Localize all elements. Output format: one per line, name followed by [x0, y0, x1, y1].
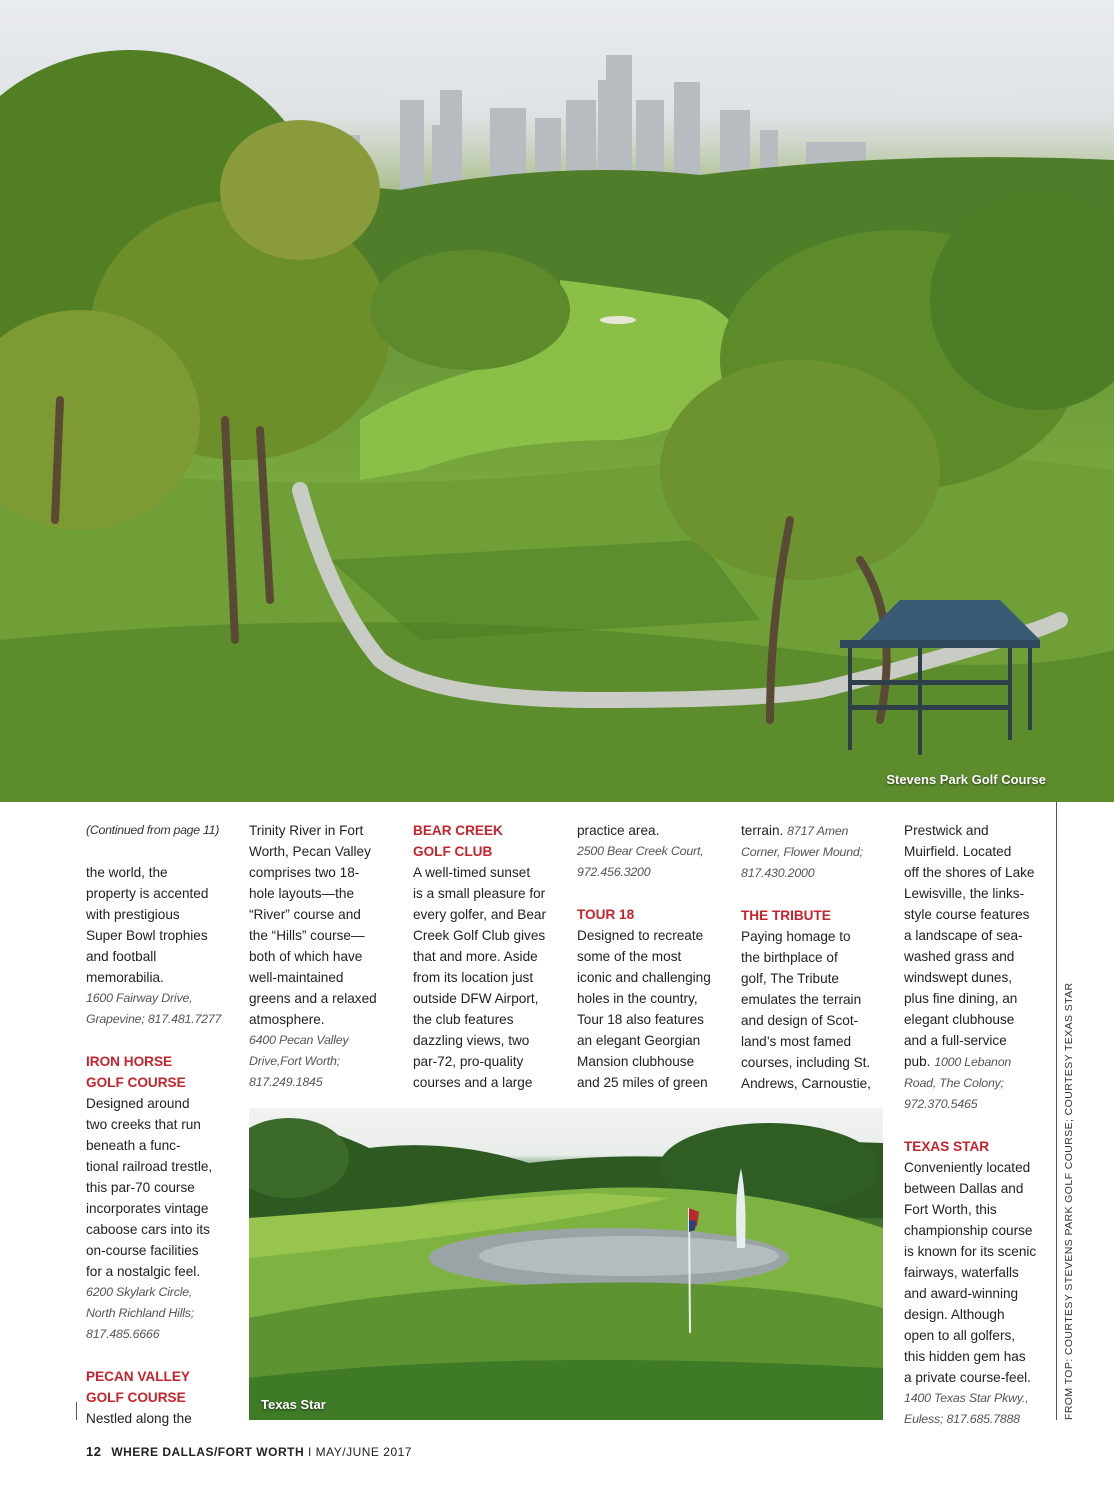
body-line: Muirfield. Located — [904, 844, 1012, 859]
body-line: Mansion clubhouse — [577, 1054, 695, 1069]
body-line: Nestled along the — [86, 1411, 192, 1426]
body-line: the world, the — [86, 865, 168, 880]
body-line: land’s most famed — [741, 1034, 852, 1049]
body-line: elegant clubhouse — [904, 1012, 1015, 1027]
body-line: Creek Golf Club gives — [413, 928, 546, 943]
address-line: 6400 Pecan Valley — [249, 1033, 349, 1047]
section-heading-pecan-valley: GOLF COURSE — [86, 1390, 186, 1405]
texas-star-photo-caption: Texas Star — [261, 1397, 326, 1412]
body-line: Designed around — [86, 1096, 190, 1111]
body-line: both of which have — [249, 949, 363, 964]
address-line: Euless; 817.685.7888 — [904, 1412, 1020, 1426]
section-heading-bear-creek: GOLF CLUB — [413, 844, 493, 859]
body-line: par-72, pro-quality — [413, 1054, 524, 1069]
body-line: beneath a func- — [86, 1138, 181, 1153]
body-line: a landscape of sea- — [904, 928, 1023, 943]
body-line: and 25 miles of green — [577, 1075, 708, 1090]
address-line: 2500 Bear Creek Court, — [577, 844, 704, 858]
address-line: 1400 Texas Star Pkwy., — [904, 1391, 1029, 1405]
body-line: between Dallas and — [904, 1181, 1024, 1196]
body-line: comprises two 18- — [249, 865, 360, 880]
text-column-1 — [86, 820, 236, 1429]
publication-name: WHERE DALLAS/FORT WORTH — [111, 1445, 305, 1459]
issue-date: MAY/JUNE 2017 — [315, 1445, 412, 1459]
address-line: Road, The Colony; — [904, 1076, 1004, 1090]
address-line: Corner, Flower Mound; — [741, 845, 863, 859]
body-line: tional railroad trestle, — [86, 1159, 213, 1174]
body-line: property is accented — [86, 886, 209, 901]
body-line — [741, 820, 891, 842]
section-heading-iron-horse: IRON HORSE — [86, 1054, 173, 1069]
text-column-3 — [413, 820, 563, 1093]
address-line: 972.456.3200 — [577, 865, 651, 879]
body-line: atmosphere. — [249, 1012, 325, 1027]
body-line: well-maintained — [249, 970, 344, 985]
body-line: style course features — [904, 907, 1030, 922]
section-heading-iron-horse: GOLF COURSE — [86, 1075, 186, 1090]
body-line: Paying homage to — [741, 929, 851, 944]
body-line: iconic and challenging — [577, 970, 711, 985]
text-column-2 — [249, 820, 399, 1093]
body-line: and award-winning — [904, 1286, 1019, 1301]
body-line: Andrews, Carnoustie, — [741, 1076, 871, 1091]
address-line: 1600 Fairway Drive, — [86, 991, 193, 1005]
body-line: open to all golfers, — [904, 1328, 1016, 1343]
body-line: on-course facilities — [86, 1243, 199, 1258]
body-line: and football — [86, 949, 157, 964]
body-line: the birthplace of — [741, 950, 838, 965]
body-line: championship course — [904, 1223, 1033, 1238]
body-line: an elegant Georgian — [577, 1033, 701, 1048]
body-line: is known for its scenic — [904, 1244, 1037, 1259]
body-line: Prestwick and — [904, 823, 989, 838]
texas-star-photo-illustration — [249, 1108, 883, 1420]
address-text: 8717 Amen — [787, 824, 849, 838]
body-line: off the shores of Lake — [904, 865, 1035, 880]
body-line: and a full-service — [904, 1033, 1007, 1048]
body-text: terrain. — [741, 823, 784, 838]
body-line: washed grass and — [904, 949, 1015, 964]
body-line: and design of Scot- — [741, 1013, 859, 1028]
body-line: “River” course and — [249, 907, 361, 922]
body-text: pub. — [904, 1054, 931, 1069]
address-line: 817.485.6666 — [86, 1327, 160, 1341]
body-line: dazzling views, two — [413, 1033, 530, 1048]
address-text: 1000 Lebanon — [934, 1055, 1012, 1069]
body-line: hole layouts—the — [249, 886, 355, 901]
body-line: emulates the terrain — [741, 992, 862, 1007]
body-line: windswept dunes, — [904, 970, 1013, 985]
body-line: memorabilia. — [86, 970, 164, 985]
body-line: fairways, waterfalls — [904, 1265, 1019, 1280]
body-line: practice area. — [577, 823, 660, 838]
body-line: the “Hills” course— — [249, 928, 365, 943]
body-line: Fort Worth, this — [904, 1202, 997, 1217]
body-line: Worth, Pecan Valley — [249, 844, 371, 859]
body-line: every golfer, and Bear — [413, 907, 546, 922]
body-line: Tour 18 also features — [577, 1012, 704, 1027]
body-line: caboose cars into its — [86, 1222, 210, 1237]
body-line: greens and a relaxed — [249, 991, 377, 1006]
address-line: North Richland Hills; — [86, 1306, 195, 1320]
hero-photo-caption: Stevens Park Golf Course — [886, 772, 1046, 787]
body-line: golf, The Tribute — [741, 971, 839, 986]
texas-star-photo — [249, 1108, 883, 1420]
body-line: is a small pleasure for — [413, 886, 546, 901]
column-rule — [1056, 802, 1057, 1420]
body-line: Designed to recreate — [577, 928, 704, 943]
section-heading-tour-18: TOUR 18 — [577, 907, 635, 922]
photo-credit: FROM TOP: COURTESY STEVENS PARK GOLF COURSE; COURTESY TEXAS STAR — [1063, 982, 1075, 1420]
body-line: holes in the country, — [577, 991, 698, 1006]
section-heading-bear-creek: BEAR CREEK — [413, 823, 503, 838]
body-line: for a nostalgic feel. — [86, 1264, 201, 1279]
address-line: 817.249.1845 — [249, 1075, 323, 1089]
body-line: Super Bowl trophies — [86, 928, 208, 943]
body-line: plus fine dining, an — [904, 991, 1018, 1006]
column-rule — [76, 1402, 77, 1420]
body-line: A well-timed sunset — [413, 865, 531, 880]
body-line: two creeks that run — [86, 1117, 201, 1132]
footer-separator: I — [307, 1445, 312, 1459]
body-line: some of the most — [577, 949, 682, 964]
continued-note: (Continued from page 11) — [86, 823, 220, 837]
body-line: the club features — [413, 1012, 514, 1027]
body-line — [904, 1051, 1054, 1073]
body-line: Conveniently located — [904, 1160, 1031, 1175]
section-heading-texas-star: TEXAS STAR — [904, 1139, 990, 1154]
address-line: 972.370.5465 — [904, 1097, 978, 1111]
text-column-5 — [741, 820, 891, 1094]
body-line: this hidden gem has — [904, 1349, 1026, 1364]
page-number: 12 — [86, 1444, 102, 1459]
body-line: Trinity River in Fort — [249, 823, 364, 838]
body-line: Lewisville, the links- — [904, 886, 1025, 901]
address-line: 817.430.2000 — [741, 866, 815, 880]
body-line: outside DFW Airport, — [413, 991, 539, 1006]
body-line: design. Although — [904, 1307, 1005, 1322]
body-line: courses, including St. — [741, 1055, 871, 1070]
section-heading-pecan-valley: PECAN VALLEY — [86, 1369, 190, 1384]
body-line: courses and a large — [413, 1075, 533, 1090]
body-line: from its location just — [413, 970, 534, 985]
page-footer — [86, 1444, 412, 1459]
address-line: 6200 Skylark Circle, — [86, 1285, 193, 1299]
section-heading-the-tribute: THE TRIBUTE — [741, 908, 831, 923]
body-line: with prestigious — [86, 907, 180, 922]
text-column-6 — [904, 820, 1054, 1430]
body-line: a private course-feel. — [904, 1370, 1031, 1385]
address-line: Grapevine; 817.481.7277 — [86, 1012, 222, 1026]
body-line: incorporates vintage — [86, 1201, 209, 1216]
body-line: that and more. Aside — [413, 949, 538, 964]
address-line: Drive,Fort Worth; — [249, 1054, 340, 1068]
body-line: this par-70 course — [86, 1180, 195, 1195]
text-column-4 — [577, 820, 727, 1093]
